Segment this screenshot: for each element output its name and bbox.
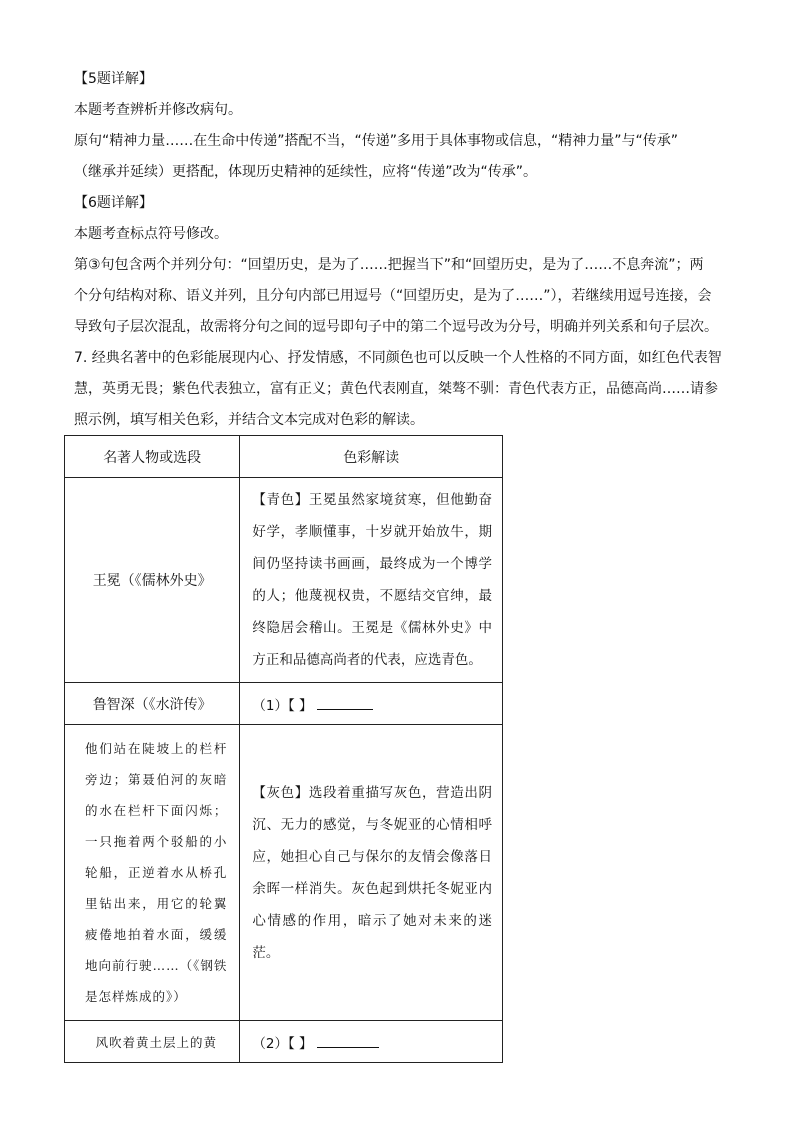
cell-wangmian-name: 王冕（《儒林外史》	[65, 478, 240, 683]
cell-steel-excerpt: 他们站在陡坡上的栏杆旁边；第聂伯河的灰暗的水在栏杆下面闪烁；一只拖着两个驳船的小轮船，正逆着水从桥孔里钻出来，用它的轮翼疲倦地拍着水面，缓缓地向前行驶……（《钢铁是怎样炼成的》）	[65, 725, 240, 1021]
q7-prompt-line-3: 照示例，填写相关色彩，并结合文本完成对色彩的解读。	[74, 412, 424, 428]
table-header-row	[65, 436, 503, 478]
cell-wangmian-interpretation: 【青色】王冕虽然家境贫寒，但他勤奋好学，孝顺懂事，十岁就开始放牛，期间仍坚持读书画画，最终成为一个博学的人；他蔑视权贵，不愿结交官绅，最终隐居会稽山。王冕是《儒林外史》中方正和品德高尚者的代表，应选青色。	[240, 478, 503, 683]
cell-loess-answer	[240, 1021, 503, 1063]
document-page	[74, 64, 734, 436]
q6-explanation-line-2: 个分句结构对称、语义并列，且分句内部已用逗号（“回望历史，是为了……”），若继续用逗号连接，会	[74, 288, 712, 304]
header-color-interpretation: 色彩解读	[240, 436, 503, 478]
q6-heading: 【6题详解】	[74, 195, 153, 211]
answer-2-label: （2）【 】	[252, 1035, 313, 1052]
q5-intro: 本题考查辨析并修改病句。	[74, 102, 242, 118]
answer-1-blank[interactable]	[317, 697, 373, 710]
cell-steel-interpretation: 【灰色】选段着重描写灰色，营造出阴沉、无力的感觉，与冬妮亚的心情相呼应，她担心自己与保尔的友情会像落日余晖一样消失。灰色起到烘托冬妮亚内心情感的作用，暗示了她对未来的迷茫。	[240, 725, 503, 1021]
q6-intro: 本题考查标点符号修改。	[74, 226, 228, 242]
q5-heading: 【5题详解】	[74, 71, 153, 87]
cell-luzhishen-name: 鲁智深（《水浒传》	[65, 683, 240, 725]
answer-1-label: （1）【 】	[252, 697, 313, 714]
q6-explanation-line-1: 第③句包含两个并列分句：“回望历史，是为了……把握当下”和“回望历史，是为了……不息奔流”；两	[74, 257, 704, 273]
q6-explanation-line-3: 导致句子层次混乱，故需将分句之间的逗号即句子中的第二个逗号改为分号，明确并列关系和句子层次。	[74, 319, 718, 335]
table-row-steel-excerpt	[65, 725, 503, 1021]
header-character-or-excerpt: 名著人物或选段	[65, 436, 240, 478]
q7-prompt-line-2: 慧，英勇无畏；紫色代表独立，富有正义；黄色代表刚直，桀骜不驯：青色代表方正，品德高尚……请参	[74, 381, 718, 397]
cell-luzhishen-answer	[240, 683, 503, 725]
table-row-wangmian	[65, 478, 503, 683]
answer-2-blank[interactable]	[317, 1035, 379, 1048]
table-row-loess-excerpt	[65, 1021, 503, 1063]
color-interpretation-table	[64, 435, 503, 1063]
cell-loess-excerpt: 风吹着黄土层上的黄	[65, 1021, 240, 1063]
q5-explanation-line-2: （继承并延续）更搭配，体现历史精神的延续性，应将“传递”改为“传承”。	[74, 164, 538, 180]
q5-explanation-line-1: 原句“精神力量……在生命中传递”搭配不当，“传递”多用于具体事物或信息，“精神力量”与“传承”	[74, 133, 679, 149]
q7-prompt-line-1: 7. 经典名著中的色彩能展现内心、抒发情感，不同颜色也可以反映一个人性格的不同方面，如红色代表智	[74, 350, 722, 366]
table-row-luzhishen	[65, 683, 503, 725]
